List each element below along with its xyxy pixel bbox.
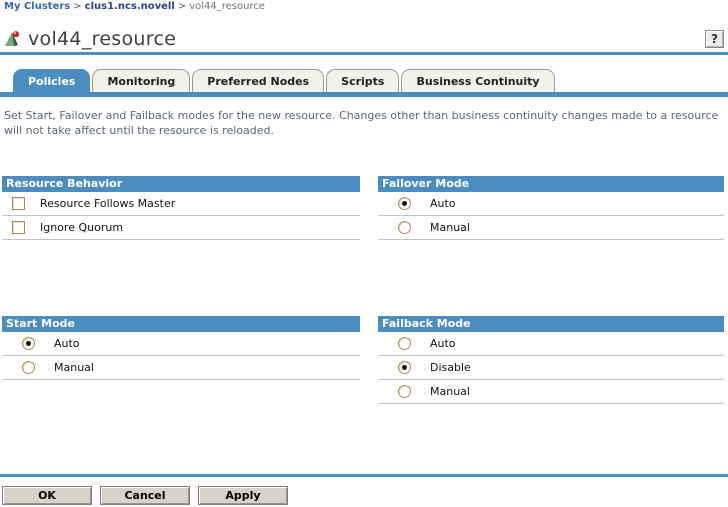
- checkbox-label: Ignore Quorum: [40, 221, 124, 234]
- section-header: Start Mode: [2, 316, 360, 332]
- section-header: Failback Mode: [378, 316, 724, 332]
- radio-label: Manual: [430, 385, 470, 398]
- section-failover-mode: [378, 176, 724, 240]
- row-start-manual: [2, 356, 360, 380]
- page-description: Set Start, Failover and Failback modes for the new resource. Changes other than business continuity changes made to a resource will not take affect until the resource is reloaded.: [4, 109, 719, 137]
- title-divider: [0, 52, 728, 55]
- row-failback-auto: [378, 332, 724, 356]
- checkbox-label: Resource Follows Master: [40, 197, 176, 210]
- help-button[interactable]: ?: [705, 30, 724, 48]
- failover-auto-radio[interactable]: [398, 197, 411, 210]
- row-failback-disable: [378, 356, 724, 380]
- failback-auto-radio[interactable]: [398, 337, 411, 350]
- radio-label: Auto: [54, 337, 80, 350]
- radio-label: Manual: [430, 221, 470, 234]
- section-header: Resource Behavior: [2, 176, 360, 192]
- row-failover-manual: [378, 216, 724, 240]
- apply-button[interactable]: Apply: [198, 486, 288, 505]
- row-start-auto: [2, 332, 360, 356]
- radio-label: Auto: [430, 197, 456, 210]
- section-header: Failover Mode: [378, 176, 724, 192]
- section-failback-mode: [378, 316, 724, 404]
- failback-manual-radio[interactable]: [398, 385, 411, 398]
- start-auto-radio[interactable]: [22, 337, 35, 350]
- breadcrumb-my-clusters-link[interactable]: My Clusters: [4, 1, 71, 12]
- row-failback-manual: [378, 380, 724, 404]
- cancel-button[interactable]: Cancel: [100, 486, 190, 505]
- row-resource-follows-master: [2, 192, 360, 216]
- start-manual-radio[interactable]: [22, 361, 35, 374]
- footer-buttons: [2, 486, 288, 505]
- cluster-resource-icon: [4, 30, 22, 48]
- section-resource-behavior: [2, 176, 360, 240]
- tab-scripts[interactable]: Scripts: [326, 69, 399, 92]
- tab-monitoring[interactable]: Monitoring: [92, 69, 190, 92]
- tab-preferred-nodes[interactable]: Preferred Nodes: [192, 69, 324, 92]
- tab-policies[interactable]: Policies: [13, 69, 90, 92]
- row-ignore-quorum: [2, 216, 360, 240]
- radio-label: Disable: [430, 361, 471, 374]
- resource-follows-master-checkbox[interactable]: [12, 197, 25, 210]
- breadcrumb-separator: >: [177, 1, 187, 12]
- ok-button[interactable]: OK: [2, 486, 92, 505]
- breadcrumb: [4, 1, 265, 12]
- section-start-mode: [2, 316, 360, 380]
- breadcrumb-cluster-link[interactable]: clus1.ncs.novell: [84, 1, 175, 12]
- ignore-quorum-checkbox[interactable]: [12, 221, 25, 234]
- failover-manual-radio[interactable]: [398, 221, 411, 234]
- page-title: vol44_resource: [28, 28, 177, 50]
- breadcrumb-current-resource: vol44_resource: [189, 1, 265, 12]
- failback-disable-radio[interactable]: [398, 361, 411, 374]
- radio-label: Auto: [430, 337, 456, 350]
- tab-business-continuity[interactable]: Business Continuity: [401, 69, 554, 92]
- radio-label: Manual: [54, 361, 94, 374]
- tab-bar: [13, 69, 557, 92]
- row-failover-auto: [378, 192, 724, 216]
- breadcrumb-separator: >: [73, 1, 82, 12]
- footer-divider: [0, 474, 728, 477]
- tab-underline-bar: [0, 92, 728, 97]
